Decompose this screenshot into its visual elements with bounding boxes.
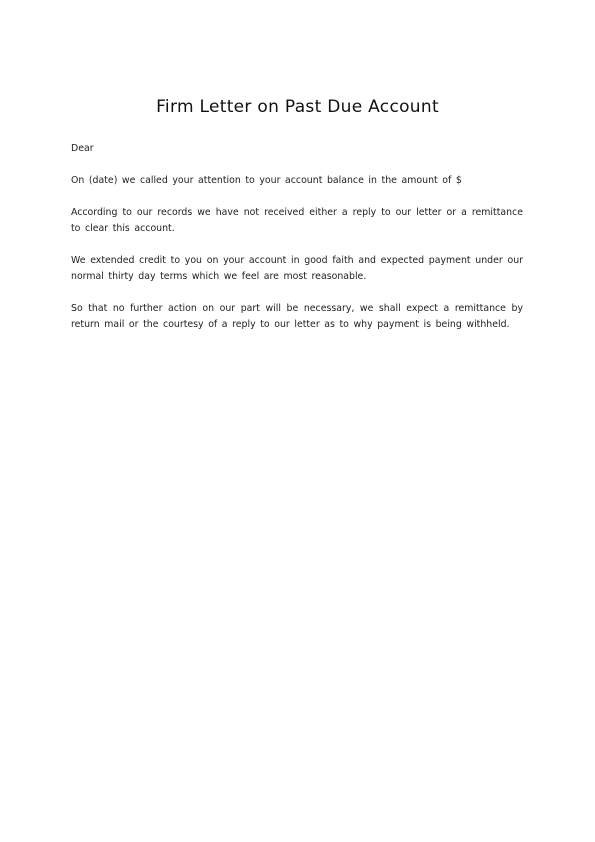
paragraph-no-reply: According to our records we have not received either a reply to our letter or a remittance to clear this account.: [71, 207, 523, 234]
paragraph-credit-terms: We extended credit to you on your account in good faith and expected payment under our normal thirty day terms which we feel are most reasonable.: [71, 255, 523, 282]
paragraph-balance-notice: On (date) we called your attention to your account balance in the amount of $: [71, 175, 462, 186]
salutation: Dear: [71, 143, 94, 154]
paragraph-remittance-request: So that no further action on our part will be necessary, we shall expect a remittance by return mail or the courtesy of a reply to our letter as to why payment is being withheld.: [71, 303, 523, 330]
letter-title: Firm Letter on Past Due Account: [156, 97, 439, 117]
